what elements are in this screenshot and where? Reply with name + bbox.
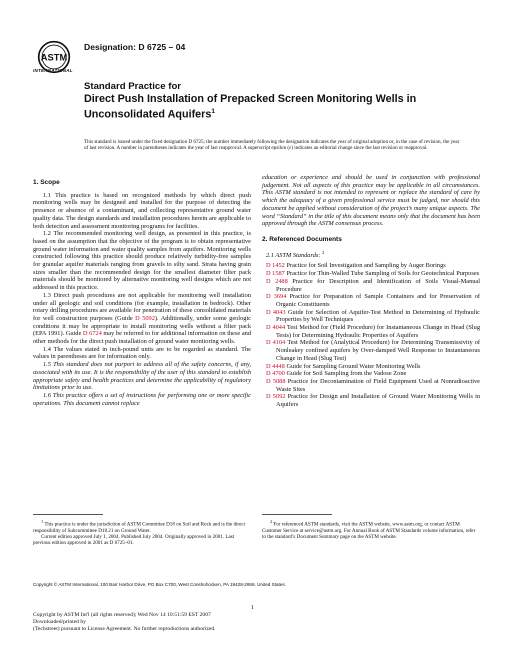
reference-code-link[interactable]: D 4043 <box>266 308 286 316</box>
page-title <box>84 93 464 121</box>
logo-wordmark: INTERNATIONAL <box>33 68 73 73</box>
reference-code-link[interactable]: D 4700 <box>266 370 285 378</box>
paragraph-1-4: 1.4 The values stated in inch-pound units are to be regarded as standard. The values in parentheses are for information only. <box>33 345 251 361</box>
reference-item <box>262 378 480 393</box>
paragraph-1-3-text-b: ). Additionally, under some geologic conditions it may be appropriate to install monitoring wells without a filter pack (EPA 1991). Guide <box>33 314 251 338</box>
reference-list <box>262 262 480 408</box>
reference-item <box>262 278 480 293</box>
reference-code-link[interactable]: D 4104 <box>266 339 286 347</box>
title-block <box>84 81 464 121</box>
footnote-1-mark: 1 <box>41 519 44 524</box>
license-notice <box>33 612 216 633</box>
paragraph-1-2: 1.2 The recommended monitoring well design, as presented in this practice, is based on the assumption that the objective of the program is to obtain representative ground water information and water quality samples from aquifers. Monitoring wells constructed following this practice should produce relatively turbidity-free samples for granular aquifer materials ranging from gravels to silty sand. Strata having grain sizes smaller than the recommended design for the smallest diameter filter pack materials should be monitored by alternative monitoring well designs which are not addressed in this practice. <box>33 230 251 292</box>
left-column <box>33 174 251 407</box>
reference-code-link[interactable]: D 1587 <box>266 270 285 278</box>
footnote-1-edition: Current edition approved July 1, 2004. Published July 2004. Originally approved in 2001. Last previous edition approved in 2001 as D 6725–01. <box>33 533 235 546</box>
reference-code-link[interactable]: D 1452 <box>266 262 285 270</box>
reference-title: Practice for Thin-Walled Tube Sampling of Soils for Geotechnical Purposes <box>286 270 480 278</box>
reference-title: Test Method for (Field Procedure) for Instantaneous Change in Head (Slug Tests) for Determining Hydraulic Properties of Aquifers <box>276 324 480 339</box>
page-number: 1 <box>251 605 254 611</box>
footnote-2 <box>262 519 480 540</box>
reference-code-link[interactable]: D 5092 <box>266 393 286 401</box>
reference-item <box>262 324 480 339</box>
reference-code-link[interactable]: D 5088 <box>266 377 286 385</box>
reference-title: Practice for Design and Installation of Ground Water Monitoring Wells in Aquifers <box>276 393 480 409</box>
license-line-1: Copyright by ASTM Int'l (all rights reserved); Wed Nov 14 10:51:59 EST 2007 <box>33 612 211 618</box>
right-column <box>262 174 480 409</box>
paragraph-1-3 <box>33 292 251 346</box>
reference-title: Guide for Soil Sampling from the Vadose Zone <box>286 370 407 378</box>
references-heading: 2. Referenced Documents <box>262 235 342 243</box>
footnote-1-text: This practice is under the jurisdiction of ASTM Committee D18 on Soil and Rock and is the direct responsibility of Subcommittee D18.21 on Ground Water. <box>33 521 246 534</box>
footnote-rule-left <box>33 514 103 515</box>
reference-item <box>262 363 480 371</box>
paragraph-1-5: 1.5 This standard does not purport to address all of the safety concerns, if any, associated with its use. It is the responsibility of the user of this standard to establish appropriate safety and health practices and determine the applicability of regulatory limitations prior to use. <box>33 361 251 392</box>
reference-code-link[interactable]: D 3694 <box>266 293 287 301</box>
reference-title: Practice for Soil Investigation and Sampling by Auger Borings <box>286 262 446 270</box>
reference-item <box>262 262 480 270</box>
reference-title: Practice for Decontamination of Field Equipment Used at Nonradioactive Waste Sites <box>276 377 480 393</box>
astm-standards-label: 2.1 ASTM Standards: <box>266 251 321 259</box>
issue-note: This standard is issued under the fixed designation D 6725; the number immediately following the designation indicates the year of original adoption or, in the case of revision, the year of last revision. A number in parentheses indicates the year of last reapproval. A superscript epsilon (ε) indicates an editorial change since the last revision or reapproval. <box>84 139 460 152</box>
license-line-3: (Techstreet) pursuant to License Agreement. No further reproductions authorized. <box>33 625 216 632</box>
standard-prefix: Standard Practice for <box>84 81 182 92</box>
paragraph-1-6: 1.6 This practice offers a set of instructions for performing one or more specific operations. This document cannot replace <box>33 391 251 407</box>
designation: Designation: D 6725 – 04 <box>84 42 186 52</box>
footnote-1 <box>33 519 251 546</box>
title-footnote-mark: 1 <box>211 107 215 115</box>
paragraph-1-6-continued: education or experience and should be used in conjunction with professional judgement. Not all aspects of this practice may be applicable in all circumstances. This ASTM standard is not intended to represent or replace the standard of care by which the adequacy of a given professional service must be judged, nor should this document be applied without consideration of the project’s many unique aspects. The word “Standard” in the title of this document means only that the document has been approved through the ASTM consensus process. <box>262 174 480 228</box>
paragraph-1-3-text-a: 1.3 Direct push procedures are not applicable for monitoring well installation under all geologic and soil conditions (for example, installation in bedrock). Other rotary drilling procedures are available for penetration of these consolidated materials for well construction purposes (Guide <box>33 291 251 322</box>
reference-code-link[interactable]: D 4044 <box>266 324 286 332</box>
copyright-line: Copyright © ASTM International, 100 Barr Harbor Drive, PO Box C700, West Conshohocken, PA 19428-2959, United States. <box>33 582 286 587</box>
reference-item <box>262 393 480 408</box>
ref-link-d5092[interactable]: D 5092 <box>135 314 155 322</box>
reference-title: Guide for Selection of Aquifer-Test Method in Determining of Hydraulic Properties by Well Techniques <box>276 308 480 324</box>
reference-title: Guide for Sampling Ground Water Monitoring Wells <box>286 362 421 370</box>
astm-standards-intro <box>262 249 480 260</box>
paragraph-1-1: 1.1 This practice is based on recognized methods by which direct push monitoring wells may be designed and installed for the purpose of detecting the presence or absence of a contaminant, and collecting representative ground water quality data. The design standards and installation procedures herein are applicable to both detection and assessment monitoring programs for facilities. <box>33 191 251 230</box>
scope-heading: 1. Scope <box>33 179 60 186</box>
footnote-rule-right <box>262 514 332 515</box>
reference-item <box>262 270 480 278</box>
reference-item <box>262 370 480 378</box>
title-text: Direct Push Installation of Prepacked Screen Monitoring Wells in Unconsolidated Aquifers <box>84 93 417 121</box>
reference-title: Test Method for (Analytical Procedure) for Determining Transmissivity of Nonleakey confined aquifers by Over-damped Well Response to Instantaneous Change in Head (Slug Test) <box>276 339 480 362</box>
footnote-2-mark: 2 <box>270 519 273 524</box>
reference-item <box>262 309 480 324</box>
reference-item <box>262 339 480 362</box>
reference-code-link[interactable]: D 2488 <box>266 277 288 285</box>
footnote-2-text: For referenced ASTM standards, visit the ASTM website, www.astm.org, or contact ASTM Customer Service at service@astm.org. For Annual Book of ASTM Standards volume information, refer to the standard’s Document Summary page on the ASTM website. <box>262 521 476 540</box>
reference-title: Practice for Preparation of Sample Containers and for Preservation of Organic Constituents <box>276 293 480 308</box>
ref-link-d6724[interactable]: D 6724 <box>82 330 102 338</box>
references-footnote-mark: 2 <box>322 249 325 255</box>
reference-item <box>262 293 480 308</box>
reference-title: Practice for Description and Identification of Soils Visual-Manual Procedure <box>276 277 480 293</box>
license-line-2: Downloaded/printed by <box>33 618 86 625</box>
svg-text:ASTM: ASTM <box>40 52 68 63</box>
paragraph-1-3-text-c: may be referred to for additional information on these and other methods for the direct push installation of ground water monitoring wells. <box>33 330 252 346</box>
reference-code-link[interactable]: D 4448 <box>266 362 285 370</box>
